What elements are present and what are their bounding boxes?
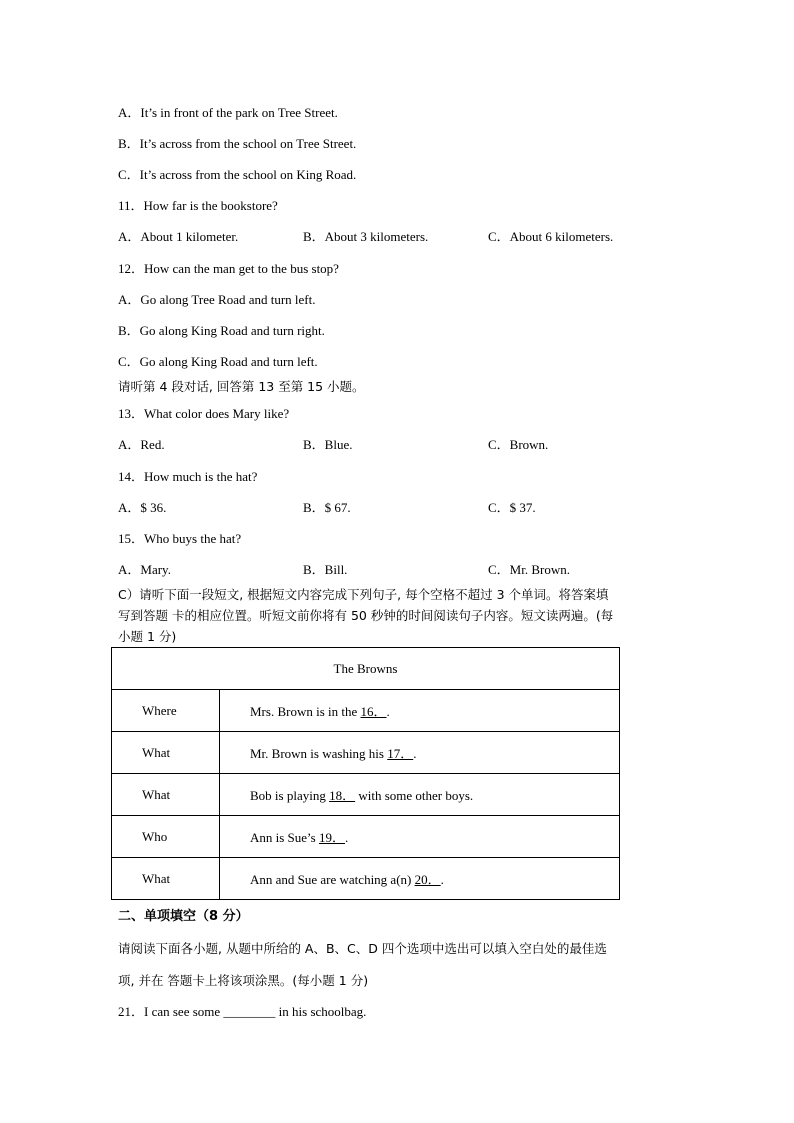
row-sentence <box>220 858 620 900</box>
section-2-heading: 二、单项填空（8 分） <box>118 909 249 924</box>
q14-option-c: C．$ 37. <box>488 500 536 515</box>
q13-option-c: C．Brown. <box>488 437 549 452</box>
row-sentence <box>220 816 620 858</box>
part-c-line-1: C）请听下面一段短文, 根据短文内容完成下列句子, 每个空格不超过 3 个单词。将答案填 <box>118 587 609 602</box>
q21-stem-end: in his schoolbag. <box>275 1004 367 1019</box>
row-label: What <box>112 774 220 816</box>
q12-option-a: A．Go along Tree Road and turn left. <box>118 292 316 307</box>
sentence-text: Mrs. Brown is in the <box>250 704 361 719</box>
q11-stem: 11．How far is the bookstore? <box>118 198 278 213</box>
q13-option-a: A．Red. <box>118 437 165 452</box>
table-row <box>112 732 620 774</box>
q10-option-b: B．It’s across from the school on Tree Street. <box>118 136 357 151</box>
table-title: The Browns <box>112 648 620 690</box>
q21-stem: 21．I can see some <box>118 1004 224 1019</box>
sentence-text: Bob is playing <box>250 788 330 803</box>
q15-option-b: B．Bill. <box>303 562 348 577</box>
table-header-row <box>112 648 620 690</box>
q21-blank: ________ <box>223 1004 276 1019</box>
answer-blank-17: 17． <box>387 746 414 761</box>
part-c-line-2: 写到答题 卡的相应位置。听短文前你将有 50 秒钟的时间阅读句子内容。短文读两遍。(每 <box>118 608 614 623</box>
row-sentence <box>220 732 620 774</box>
table-row <box>112 774 620 816</box>
part-c-line-3: 小题 1 分) <box>118 629 177 644</box>
sentence-text: Mr. Brown is washing his <box>250 746 388 761</box>
table-row <box>112 690 620 732</box>
q13-stem: 13．What color does Mary like? <box>118 406 290 421</box>
answer-blank-16: 16． <box>360 704 387 719</box>
sentence-text: Ann and Sue are watching a(n) <box>250 872 415 887</box>
row-label: What <box>112 858 220 900</box>
q11-option-b: B．About 3 kilometers. <box>303 229 429 244</box>
q10-option-a: A．It’s in front of the park on Tree Street. <box>118 105 338 120</box>
q11-option-a: A．About 1 kilometer. <box>118 229 239 244</box>
sentence-end: . <box>440 872 444 887</box>
q11-option-c: C．About 6 kilometers. <box>488 229 614 244</box>
row-sentence <box>220 774 620 816</box>
q13-option-b: B．Blue. <box>303 437 353 452</box>
row-label: Who <box>112 816 220 858</box>
q14-option-b: B．$ 67. <box>303 500 351 515</box>
sentence-end: . <box>413 746 417 761</box>
question-21 <box>118 1004 366 1020</box>
answer-blank-18: 18． <box>329 788 356 803</box>
q12-option-b: B．Go along King Road and turn right. <box>118 323 325 338</box>
table-row <box>112 858 620 900</box>
browns-table <box>111 647 620 900</box>
q15-option-c: C．Mr. Brown. <box>488 562 570 577</box>
sentence-text: Ann is Sue’s <box>250 830 319 845</box>
row-label: What <box>112 732 220 774</box>
row-sentence <box>220 690 620 732</box>
section-2-line-1: 请阅读下面各小题, 从题中所给的 A、B、C、D 四个选项中选出可以填入空白处的最佳选 <box>118 941 607 956</box>
q12-stem: 12．How can the man get to the bus stop? <box>118 261 339 276</box>
section-2-line-2: 项, 并在 答题卡上将该项涂黑。(每小题 1 分) <box>118 973 369 988</box>
q12-option-c: C．Go along King Road and turn left. <box>118 354 318 369</box>
sentence-end: . <box>386 704 390 719</box>
q14-stem: 14．How much is the hat? <box>118 469 258 484</box>
sentence-end: . <box>345 830 349 845</box>
answer-blank-20: 20． <box>414 872 441 887</box>
q10-option-c: C．It’s across from the school on King Road. <box>118 167 357 182</box>
answer-blank-19: 19． <box>318 830 345 845</box>
table-row <box>112 816 620 858</box>
q15-stem: 15．Who buys the hat? <box>118 531 242 546</box>
q14-option-a: A．$ 36. <box>118 500 167 515</box>
row-label: Where <box>112 690 220 732</box>
q15-option-a: A．Mary. <box>118 562 171 577</box>
section-4-instruction: 请听第 4 段对话, 回答第 13 至第 15 小题。 <box>118 379 365 394</box>
sentence-end: with some other boys. <box>355 788 474 803</box>
